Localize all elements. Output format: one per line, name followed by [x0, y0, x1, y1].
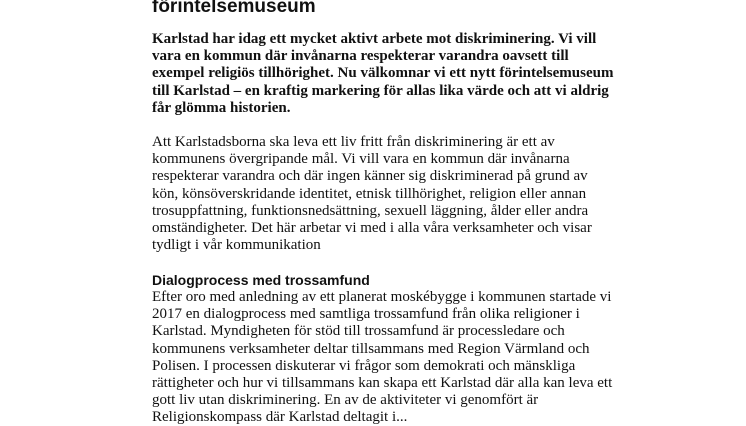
- lead-line: vara en kommun där invånarna respekterar varandra oavsett till: [152, 48, 569, 65]
- section-line: Karlstad. Myndigheten för stöd till trossamfund är processledare och: [152, 323, 565, 340]
- section-line: 2017 en dialogprocess med samtliga trossamfund från olika religioner i: [152, 306, 580, 323]
- lead-paragraph: [152, 31, 622, 117]
- lead-line: Karlstad har idag ett mycket aktivt arbete mot diskriminering. Vi vill: [152, 31, 597, 47]
- section-paragraph: [152, 289, 622, 409]
- section-line: Polisen. I processen diskuterar vi frågor som demokrati och mänskliga: [152, 357, 576, 374]
- lead-line: får glömma historien.: [152, 99, 291, 116]
- body-line: respekterar varandra och där ingen känner sig diskriminerad på grund av: [152, 168, 588, 185]
- body-line: kön, könsöverskridande identitet, etnisk tillhörighet, religion eller annan: [152, 185, 587, 202]
- body-paragraph: [152, 134, 622, 254]
- document-title: förintelsemuseum: [152, 0, 316, 17]
- lead-line: till Karlstad – en kraftig markering för allas lika värde och att vi aldrig: [152, 82, 609, 99]
- section-heading: Dialogprocess med trossamfund: [152, 272, 370, 288]
- body-line: Att Karlstadsborna ska leva ett liv fritt från diskriminering är ett av: [152, 134, 555, 150]
- section-line: kommunens verksamheter deltar tillsammans med Region Värmland och: [152, 340, 590, 357]
- section-line: rättigheter och hur vi tillsammans kan skapa ett Karlstad där alla kan leva ett: [152, 375, 613, 392]
- body-line: kommunens övergripande mål. Vi vill vara en kommun där invånarna: [152, 151, 570, 168]
- body-line: tydligt i vår kommunikation: [152, 237, 321, 254]
- section-line: gott liv utan diskriminering. En av de aktiviteter vi genomfört är: [152, 392, 539, 409]
- cut-off-line: [152, 409, 622, 425]
- section-line: Efter oro med anledning av ett planerat moskébygge i kommunen startade vi: [152, 289, 612, 305]
- lead-line: exempel religiös tillhörighet. Nu välkomnar vi ett nytt förintelsemuseum: [152, 65, 614, 82]
- section-line-partial: Religionskompass där Karlstad deltagit i...: [152, 409, 408, 425]
- body-line: omständigheter. Det här arbetar vi med i alla våra verksamheter och visar: [152, 220, 592, 237]
- body-line: trosuppfattning, funktionsnedsättning, sexuell läggning, ålder eller andra: [152, 202, 589, 219]
